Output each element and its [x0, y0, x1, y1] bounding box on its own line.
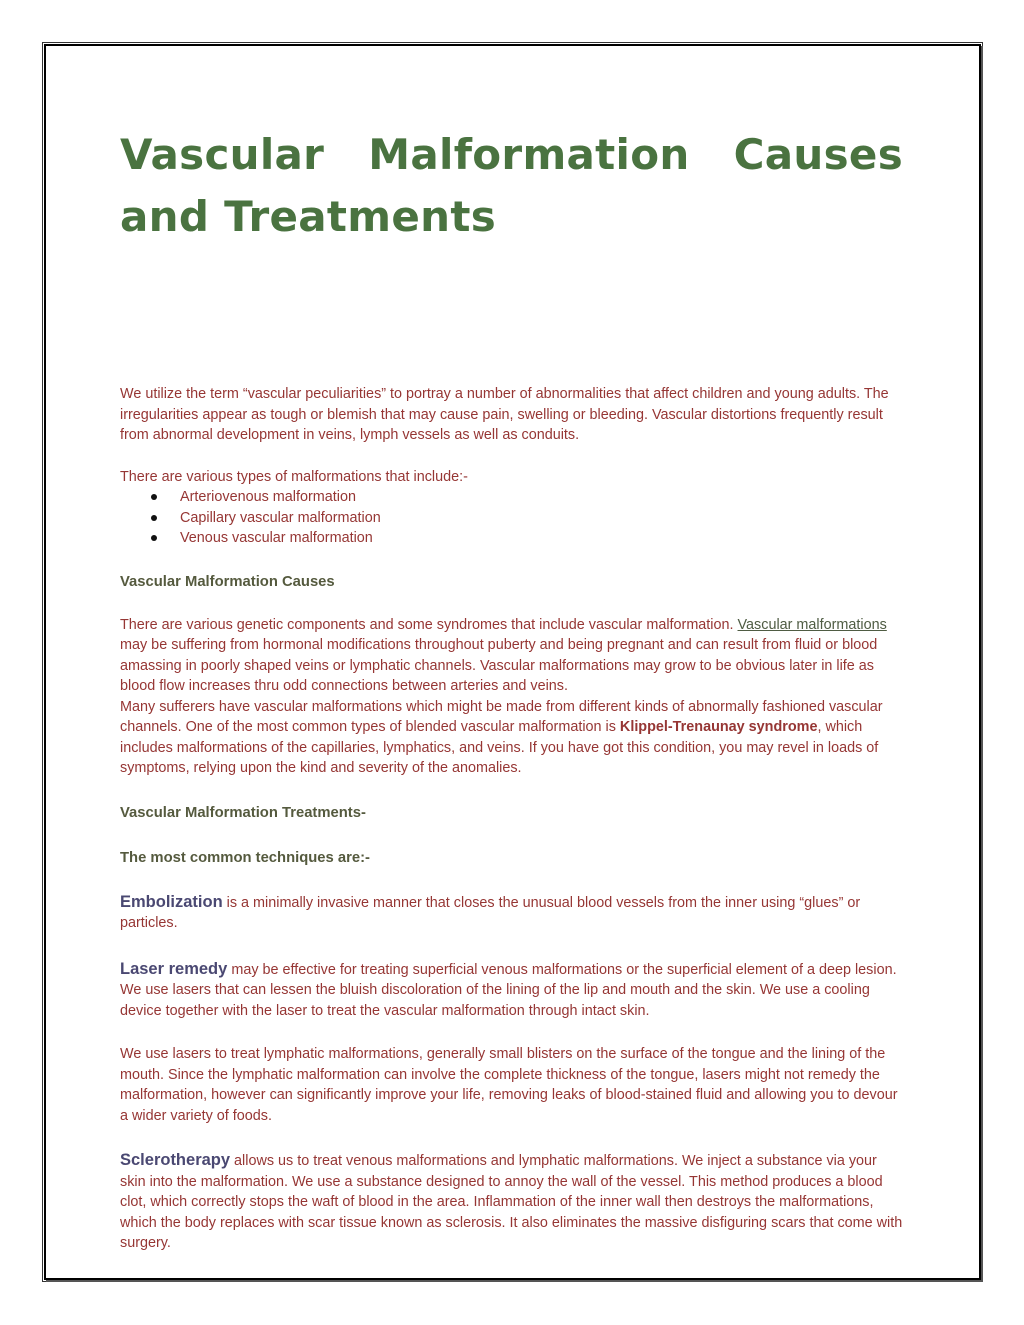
embolization-paragraph	[120, 892, 903, 934]
causes-text-3: Many sufferers have vascular malformations which might be made from different kinds of abnormally fashioned vascular channels. One of the most common types of blended vascular malformation is	[120, 698, 883, 735]
sclerotherapy-paragraph	[120, 1150, 903, 1254]
laser-text: may be effective for treating superficial venous malformations or the superficial element of a deep lesion. We use lasers that can lessen the bluish discoloration of the lining of the lip and mouth and the skin. We use a cooling device together with the laser to treat the vascular malformation through intact skin.	[120, 961, 897, 1019]
laser-lead: Laser remedy	[120, 959, 228, 978]
laser-paragraph	[120, 959, 903, 1022]
causes-paragraph	[120, 615, 903, 779]
types-intro: There are various types of malformations that include:-	[120, 468, 468, 485]
list-item: Venous vascular malformation	[180, 528, 903, 549]
sclerotherapy-text: allows us to treat venous malformations and lymphatic malformations. We inject a substance via your skin into the malformation. We use a substance designed to annoy the wall of the vessel. This method produces a blood clot, which correctly stops the waft of blood in the area. Inflammation of the inner wall then destroys the malformations, which the body replaces with scar tissue known as sclerosis. It also eliminates the massive disfiguring scars that come with surgery.	[120, 1153, 903, 1251]
causes-text-2: may be suffering from hormonal modifications throughout puberty and being pregnant and can result from fluid or blood amassing in poorly shaped veins or lymphatic channels. Vascular malformations may grow to be obvious later in life as blood flow increases thru odd connections between arteries and veins.	[120, 637, 878, 694]
vascular-malformations-link[interactable]: Vascular malformations	[737, 616, 887, 633]
types-list	[120, 487, 903, 549]
causes-heading: Vascular Malformation Causes	[120, 573, 335, 590]
sclerotherapy-lead: Sclerotherapy	[120, 1151, 231, 1169]
syndrome-name: Klippel-Trenaunay syndrome	[619, 719, 818, 735]
lymphatic-paragraph: We use lasers to treat lymphatic malformations, generally small blisters on the surface of the tongue and the lining of the mouth. Since the lymphatic malformation can involve the complete thickness of the tongue, lasers might not remedy the malformation, however can significantly improve your life, removing leaks of blood-stained fluid and allowing you to devour a wider variety of foods.	[120, 1046, 898, 1124]
page-title: Vascular Malformation Causes and Treatments	[120, 130, 903, 241]
causes-text-1: There are various genetic components and some syndromes that include vascular malformation.	[120, 616, 738, 633]
embolization-lead: Embolization	[120, 892, 223, 911]
treatments-heading: Vascular Malformation Treatments-	[120, 804, 366, 821]
list-item: Capillary vascular malformation	[180, 508, 903, 529]
causes-text-4: , which includes malformations of the capillaries, lymphatics, and veins. If you have got this condition, you may revel in loads of symptoms, relying upon the kind and severity of the anomalies.	[120, 719, 879, 776]
document-body	[120, 124, 903, 1254]
list-item: Arteriovenous malformation	[180, 487, 903, 508]
techniques-heading: The most common techniques are:-	[120, 849, 370, 866]
intro-paragraph: We utilize the term “vascular peculiarities” to portray a number of abnormalities that affect children and young adults. The irregularities appear as tough or blemish that may cause pain, swelling or bleeding. Vascular distortions frequently result from abnormal development in veins, lymph vessels as well as conduits.	[120, 386, 889, 443]
embolization-text: is a minimally invasive manner that closes the unusual blood vessels from the inner using “glues” or particles.	[120, 894, 861, 931]
